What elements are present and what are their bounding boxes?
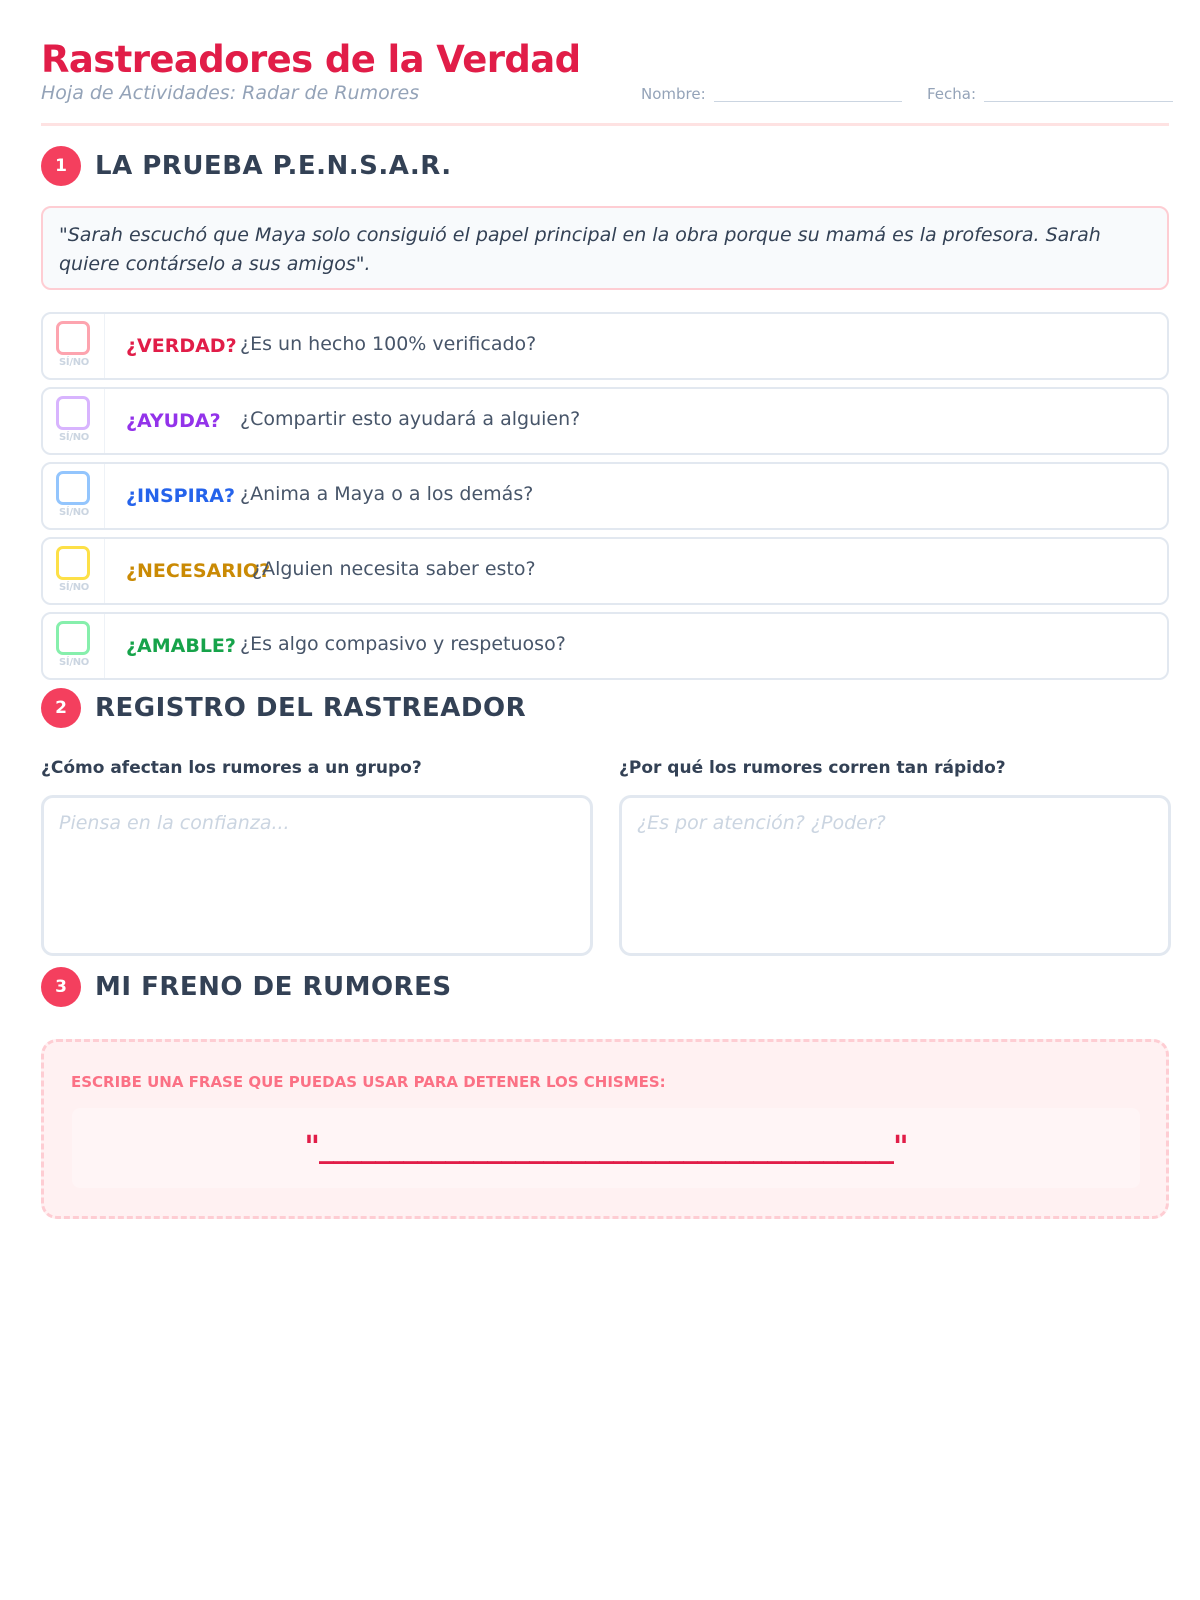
name-label: Nombre: bbox=[641, 85, 706, 103]
section-title: REGISTRO DEL RASTREADOR bbox=[95, 693, 527, 723]
think-checklist bbox=[41, 312, 1169, 687]
date-input-line[interactable] bbox=[984, 101, 1173, 102]
check-row-verdad bbox=[41, 312, 1169, 380]
page-title: Rastreadores de la Verdad bbox=[41, 38, 581, 81]
check-row-amable bbox=[41, 612, 1169, 680]
section-2-heading bbox=[41, 688, 526, 728]
check-key: ¿AMABLE? bbox=[126, 635, 236, 657]
yes-no-label: SÍ/NO bbox=[59, 357, 89, 368]
check-key: ¿INSPIRA? bbox=[126, 485, 236, 507]
section-number-badge: 1 bbox=[41, 146, 81, 186]
checkbox[interactable] bbox=[56, 321, 90, 355]
yes-no-label: SÍ/NO bbox=[59, 657, 89, 668]
check-cell bbox=[43, 539, 105, 603]
check-question: ¿Anima a Maya o a los demás? bbox=[240, 483, 534, 505]
scenario-quote: "Sarah escuchó que Maya solo consiguió el papel principal en la obra porque su mamá es la profesora. Sarah quiere contárselo a sus amigos". bbox=[41, 206, 1169, 290]
question-2-label: ¿Por qué los rumores corren tan rápido? bbox=[619, 758, 1006, 778]
check-cell bbox=[43, 614, 105, 678]
stopper-blank-line: "_________________________________________" bbox=[304, 1130, 908, 1165]
checkbox[interactable] bbox=[56, 471, 90, 505]
checkbox[interactable] bbox=[56, 621, 90, 655]
section-1-heading bbox=[41, 146, 452, 186]
answer-box-1[interactable] bbox=[41, 795, 593, 956]
check-row-inspira bbox=[41, 462, 1169, 530]
check-question: ¿Es algo compasivo y respetuoso? bbox=[240, 633, 566, 655]
check-question: ¿Es un hecho 100% verificado? bbox=[240, 333, 537, 355]
date-label: Fecha: bbox=[927, 85, 977, 103]
check-cell bbox=[43, 314, 105, 378]
check-cell bbox=[43, 389, 105, 453]
page-subtitle: Hoja de Actividades: Radar de Rumores bbox=[41, 82, 420, 104]
answer-placeholder-1: Piensa en la confianza... bbox=[59, 812, 290, 834]
yes-no-label: SÍ/NO bbox=[59, 582, 89, 593]
check-key: ¿NECESARIO? bbox=[126, 560, 271, 582]
check-question: ¿Compartir esto ayudará a alguien? bbox=[240, 408, 581, 430]
check-key: ¿VERDAD? bbox=[126, 335, 237, 357]
name-input-line[interactable] bbox=[714, 101, 902, 102]
answer-placeholder-2: ¿Es por atención? ¿Poder? bbox=[637, 812, 886, 834]
check-question: ¿Alguien necesita saber esto? bbox=[252, 558, 536, 580]
check-row-necesario bbox=[41, 537, 1169, 605]
stopper-prompt: ESCRIBE UNA FRASE QUE PUEDAS USAR PARA DETENER LOS CHISMES: bbox=[71, 1073, 666, 1091]
check-row-ayuda bbox=[41, 387, 1169, 455]
name-field[interactable] bbox=[641, 85, 902, 103]
worksheet-header bbox=[41, 38, 1169, 126]
section-title: MI FRENO DE RUMORES bbox=[95, 972, 452, 1002]
checkbox[interactable] bbox=[56, 396, 90, 430]
check-key: ¿AYUDA? bbox=[126, 410, 221, 432]
date-field[interactable] bbox=[927, 85, 1173, 103]
rumor-stopper-box bbox=[41, 1039, 1169, 1219]
worksheet-page bbox=[41, 38, 1169, 1165]
stopper-phrase-field[interactable] bbox=[72, 1108, 1140, 1188]
section-number-badge: 2 bbox=[41, 688, 81, 728]
check-cell bbox=[43, 464, 105, 528]
yes-no-label: SÍ/NO bbox=[59, 507, 89, 518]
checkbox[interactable] bbox=[56, 546, 90, 580]
answer-box-2[interactable] bbox=[619, 795, 1171, 956]
section-number-badge: 3 bbox=[41, 967, 81, 1007]
question-1-label: ¿Cómo afectan los rumores a un grupo? bbox=[41, 758, 422, 778]
section-3-heading bbox=[41, 967, 452, 1007]
section-title: LA PRUEBA P.E.N.S.A.R. bbox=[95, 151, 452, 181]
yes-no-label: SÍ/NO bbox=[59, 432, 89, 443]
